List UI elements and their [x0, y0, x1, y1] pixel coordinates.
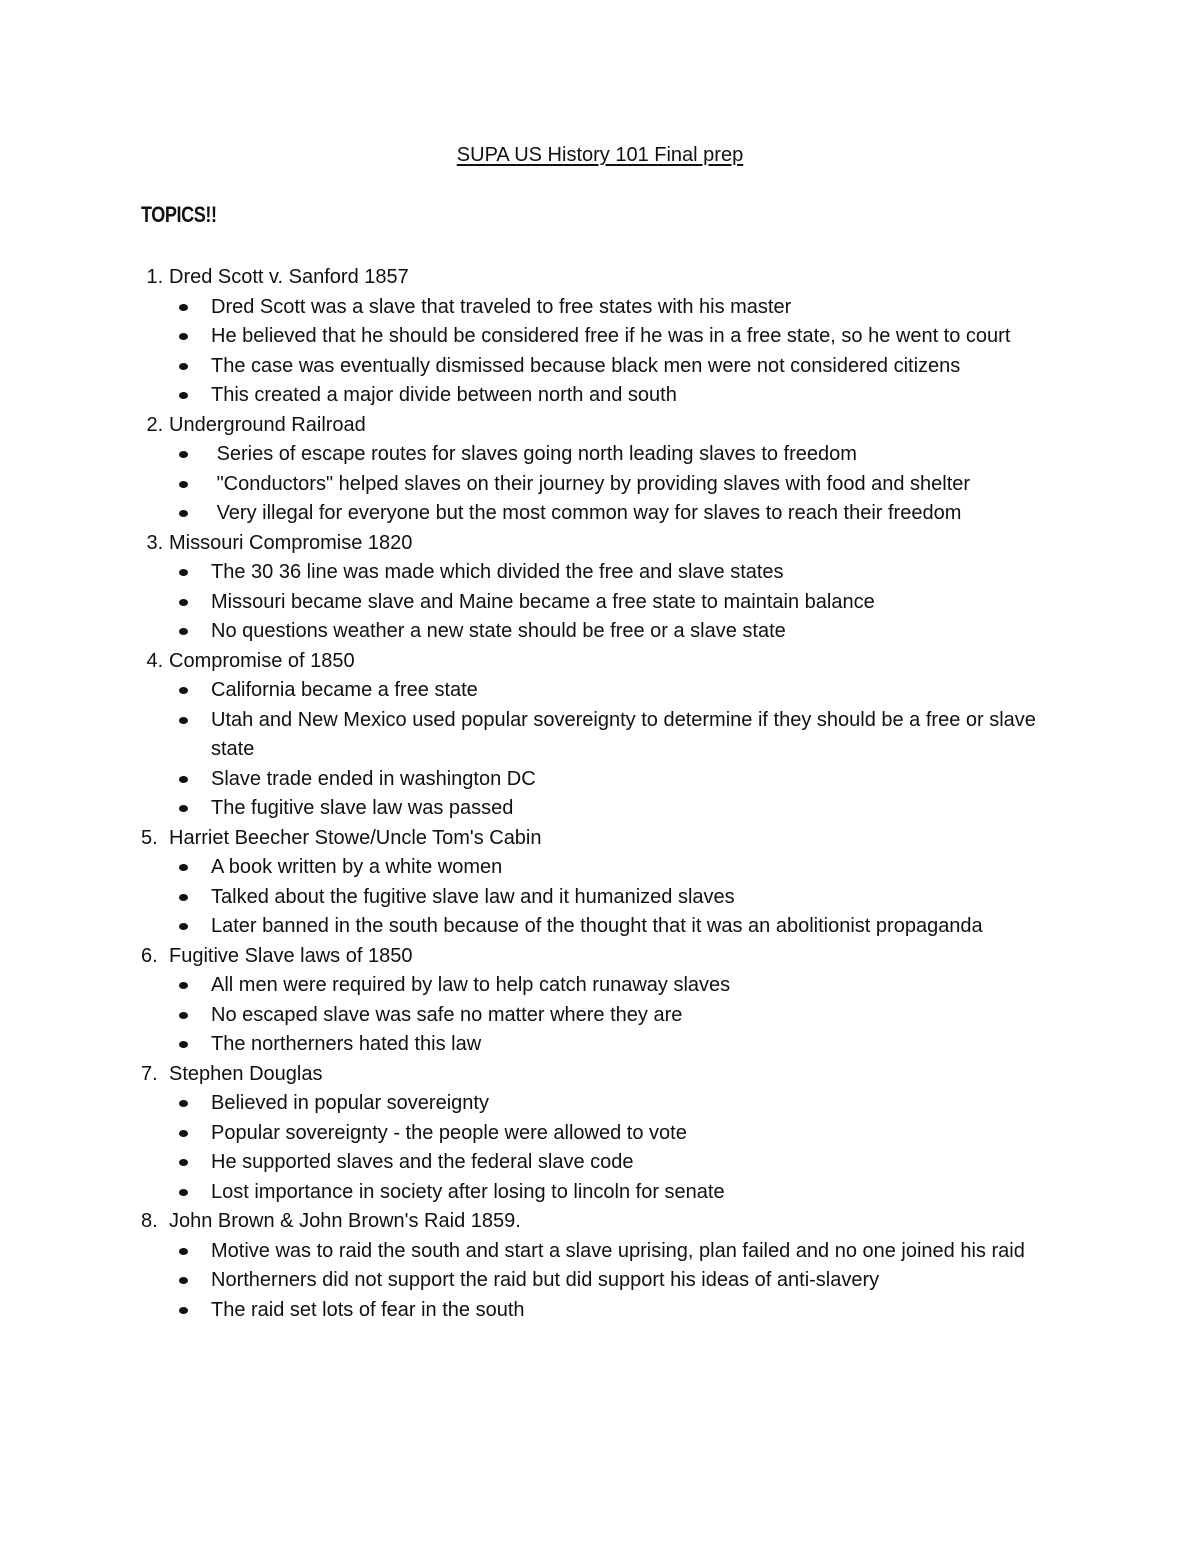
topic-number: 1. [141, 266, 169, 288]
bullet-item [141, 617, 1071, 647]
bullet-item [141, 1178, 1071, 1208]
bullet-text: All men were required by law to help catch runaway slaves [211, 974, 731, 996]
bullet-dot-icon [179, 894, 188, 901]
bullet-text: "Conductors" helped slaves on their journey by providing slaves with food and shelter [211, 472, 971, 495]
bullet-item [141, 1001, 1071, 1031]
topic-number: 7. [141, 1062, 169, 1085]
bullet-text: The case was eventually dismissed because black men were not considered citizens [211, 354, 961, 377]
bullet-item [141, 1030, 1071, 1060]
bullet-text: Popular sovereignty - the people were allowed to vote [211, 1121, 687, 1144]
bullet-item [141, 440, 1071, 470]
bullet-dot-icon [179, 451, 188, 458]
bullet-dot-icon [179, 510, 188, 517]
bullet-text: Later banned in the south because of the thought that it was an abolitionist propaganda [211, 915, 983, 937]
bullet-item [141, 558, 1071, 588]
bullet-dot-icon [179, 1130, 188, 1137]
topic-number: 4. [141, 649, 169, 672]
bullet-text: Utah and New Mexico used popular sovereignty to determine if they should be a free or slave state [211, 708, 1042, 760]
bullet-item [141, 1296, 1071, 1326]
bullet-text: Slave trade ended in washington DC [211, 767, 536, 790]
topic-title: Harriet Beecher Stowe/Uncle Tom's Cabin [169, 826, 542, 849]
bullet-text: California became a free state [211, 679, 478, 701]
bullet-item [141, 1119, 1071, 1149]
topics-list [141, 263, 1071, 1325]
bullet-text: Believed in popular sovereignty [211, 1092, 489, 1114]
topic-heading-line [141, 529, 1071, 559]
bullet-item [141, 1089, 1071, 1119]
topic-item [141, 411, 1071, 529]
bullet-dot-icon [179, 481, 188, 488]
bullet-text: The 30 36 line was made which divided the free and slave states [211, 561, 784, 583]
bullet-item [141, 352, 1071, 382]
bullet-text: Lost importance in society after losing to lincoln for senate [211, 1180, 725, 1203]
bullet-dot-icon [179, 1189, 188, 1196]
bullet-item [141, 499, 1071, 529]
bullet-text: Talked about the fugitive slave law and it humanized slaves [211, 885, 735, 908]
topic-heading-line [141, 1060, 1071, 1090]
topic-item [141, 1207, 1071, 1325]
bullet-item [141, 912, 1071, 942]
topic-item [141, 824, 1071, 942]
bullet-text: He supported slaves and the federal slave code [211, 1151, 634, 1173]
bullet-item [141, 381, 1071, 411]
bullet-text: Motive was to raid the south and start a slave uprising, plan failed and no one joined his raid [211, 1239, 1025, 1262]
topic-number: 8. [141, 1210, 169, 1232]
bullet-list [141, 1237, 1071, 1326]
topic-number: 5. [141, 826, 164, 849]
bullet-list [141, 440, 1071, 529]
bullet-item [141, 1148, 1071, 1178]
topic-heading-line [141, 942, 1071, 972]
bullet-item [141, 676, 1071, 706]
bullet-text: The northerners hated this law [211, 1033, 482, 1055]
topic-title: Missouri Compromise 1820 [169, 531, 413, 554]
bullet-text: No questions weather a new state should be free or a slave state [211, 620, 786, 642]
bullet-dot-icon [179, 923, 188, 930]
bullet-item [141, 706, 1071, 765]
bullet-item [141, 883, 1071, 913]
bullet-dot-icon [179, 304, 188, 311]
bullet-text: He believed that he should be considered free if he was in a free state, so he went to court [211, 325, 1011, 347]
bullet-text: This created a major divide between north and south [211, 384, 677, 406]
bullet-dot-icon [179, 864, 188, 871]
bullet-dot-icon [179, 1100, 188, 1107]
topic-title: Compromise of 1850 [169, 649, 355, 672]
bullet-item [141, 1237, 1071, 1267]
topic-number: 6. [141, 944, 164, 967]
bullet-dot-icon [179, 1307, 188, 1314]
bullet-dot-icon [179, 569, 188, 576]
bullet-dot-icon [179, 687, 188, 694]
topic-heading-line [141, 411, 1071, 441]
bullet-dot-icon [179, 1159, 188, 1166]
topic-heading-line [141, 647, 1071, 677]
topic-item [141, 529, 1071, 647]
topic-heading-line [141, 263, 1071, 293]
bullet-text: A book written by a white women [211, 856, 503, 878]
bullet-dot-icon [179, 628, 188, 635]
bullet-dot-icon [179, 1012, 188, 1019]
bullet-dot-icon [179, 363, 188, 370]
bullet-item [141, 322, 1071, 352]
topic-heading-line [141, 824, 1071, 854]
topic-item [141, 263, 1071, 411]
bullet-item [141, 971, 1071, 1001]
bullet-text: Dred Scott was a slave that traveled to free states with his master [211, 295, 792, 318]
topics-heading: TOPICS!! [141, 202, 217, 227]
bullet-list [141, 676, 1071, 824]
bullet-dot-icon [179, 982, 188, 989]
topic-item [141, 647, 1071, 824]
topic-title: Stephen Douglas [169, 1062, 323, 1085]
bullet-dot-icon [179, 392, 188, 399]
bullet-list [141, 971, 1071, 1060]
bullet-dot-icon [179, 717, 188, 724]
bullet-text: The raid set lots of fear in the south [211, 1298, 525, 1321]
topic-title: Dred Scott v. Sanford 1857 [169, 266, 409, 288]
topic-heading-line [141, 1207, 1071, 1237]
bullet-list [141, 293, 1071, 411]
bullet-dot-icon [179, 1041, 188, 1048]
bullet-item [141, 853, 1071, 883]
bullet-dot-icon [179, 776, 188, 783]
bullet-dot-icon [179, 805, 188, 812]
bullet-item [141, 794, 1071, 824]
bullet-dot-icon [179, 599, 188, 606]
bullet-list [141, 1089, 1071, 1207]
topic-title: John Brown & John Brown's Raid 1859. [169, 1210, 521, 1232]
bullet-list [141, 558, 1071, 647]
bullet-dot-icon [179, 333, 188, 340]
bullet-dot-icon [179, 1248, 188, 1255]
bullet-item [141, 1266, 1071, 1296]
topic-title: Fugitive Slave laws of 1850 [169, 944, 413, 967]
topic-item [141, 942, 1071, 1060]
topic-title: Underground Railroad [169, 413, 366, 436]
bullet-text: Very illegal for everyone but the most common way for slaves to reach their freedom [211, 502, 962, 524]
topic-number: 2. [141, 413, 169, 436]
bullet-text: No escaped slave was safe no matter where they are [211, 1003, 683, 1026]
bullet-text: Missouri became slave and Maine became a free state to maintain balance [211, 590, 875, 613]
bullet-item [141, 470, 1071, 500]
bullet-text: The fugitive slave law was passed [211, 797, 514, 819]
bullet-item [141, 588, 1071, 618]
document-title: SUPA US History 101 Final prep [456, 144, 744, 166]
topic-number: 3. [141, 531, 169, 554]
bullet-text: Series of escape routes for slaves going north leading slaves to freedom [211, 443, 857, 465]
bullet-item [141, 293, 1071, 323]
bullet-dot-icon [179, 1277, 188, 1284]
bullet-item [141, 765, 1071, 795]
bullet-text: Northerners did not support the raid but did support his ideas of anti-slavery [211, 1269, 880, 1291]
bullet-list [141, 853, 1071, 942]
topic-item [141, 1060, 1071, 1208]
